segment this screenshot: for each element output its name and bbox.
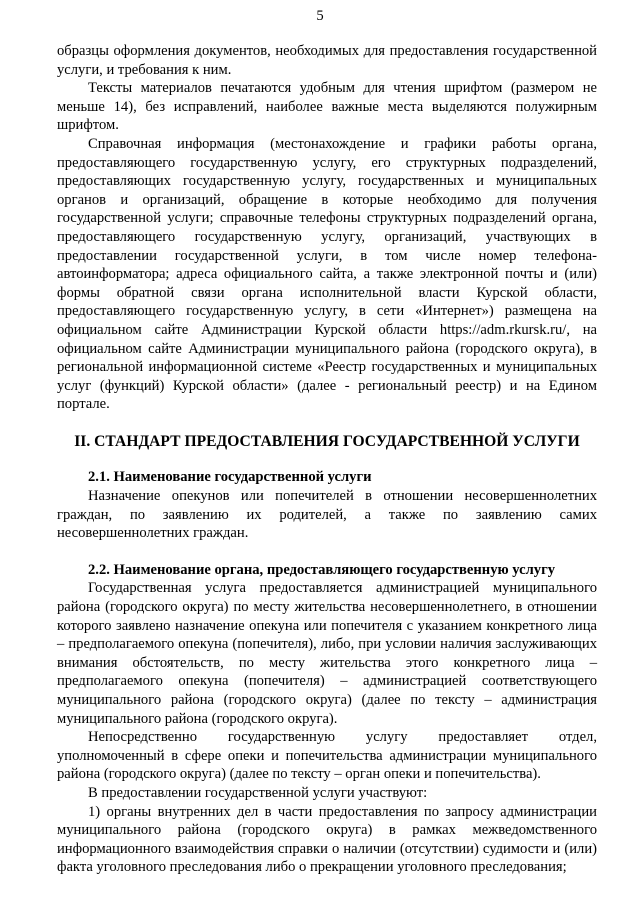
- subsection-2-2-paragraph-4: 1) органы внутренних дел в части предоставления по запросу администрации муниципального района (городского округа) в рамках межведомственного информационного взаимодействия справки о наличии (отсутствии) судимости и (или) факта уголовного преследования либо о прекращении уголовного преследования;: [57, 803, 597, 876]
- paragraph-reference-info: Справочная информация (местонахождение и графики работы органа, предоставляющего государственную услугу, его структурных подразделений, предоставляющих государственную услугу, государственных и муниципальных органов и организаций, обращение в которые необходимо для получения государственной услуги; справочные телефоны структурных подразделений органа, предоставляющего государственную услугу, организаций, участвующих в предоставлении государственной услуги, в том числе номер телефона-автоинформатора; адреса официального сайта, а также электронной почты и (или) формы обратной связи органа исполнительной власти Курской области, предоставляющего государственную услугу, в сети «Интернет») размещена на официальном сайте Администрации Курской области https://adm.rkursk.ru/, на официальном сайте Администрации муниципального района (городского округа), в региональной информационной системе «Реестр государственных и муниципальных услуг (функций) Курской области» (далее - региональный реестр) и на Едином портале.: [57, 135, 597, 413]
- subsection-2-2-paragraph-2: Непосредственно государственную услугу предоставляет отдел, уполномоченный в сфере опеки и попечительства администрации муниципального района (городского округа) (далее по тексту – орган опеки и попечительства).: [57, 729, 597, 783]
- subsection-2-1-text: Назначение опекунов или попечителей в отношении несовершеннолетних граждан, по заявлению их родителей, а также по заявлению самих несовершеннолетних граждан.: [57, 488, 597, 542]
- paragraph-font-requirements: Тексты материалов печатаются удобным для чтения шрифтом (размером не меньше 14), без исправлений, наиболее важные места выделяются полужирным шрифтом.: [57, 80, 597, 134]
- page-number: 5: [316, 8, 324, 24]
- subsection-2-2-paragraph-3: В предоставлении государственной услуги участвуют:: [88, 784, 428, 801]
- subsection-2-2-paragraph-1: Государственная услуга предоставляется администрацией муниципального района (городского округа) по месту жительства несовершеннолетнего, в отношении которого заявлено назначение опекуна или попечителя с указанием конкретного лица – предполагаемого опекуна (попечителя), либо, при условии наличия заслуживающих внимания обстоятельств, по месту жительства этого конкретного лица – предполагаемого опекуна (попечителя) – администрацией соответствующего муниципального района (городского округа) (далее по тексту – администрация муниципального района (городского округа).: [57, 580, 597, 727]
- page-body: [57, 42, 597, 877]
- subsection-2-1-heading: 2.1. Наименование государственной услуги: [88, 469, 372, 486]
- paragraph-documents-templates: образцы оформления документов, необходимых для предоставления государственной услуги, и требования к ним.: [57, 43, 597, 78]
- subsection-2-2-heading: 2.2. Наименование органа, предоставляющего государственную услугу: [88, 561, 556, 578]
- section-heading: II. СТАНДАРТ ПРЕДОСТАВЛЕНИЯ ГОСУДАРСТВЕННОЙ УСЛУГИ: [74, 432, 580, 450]
